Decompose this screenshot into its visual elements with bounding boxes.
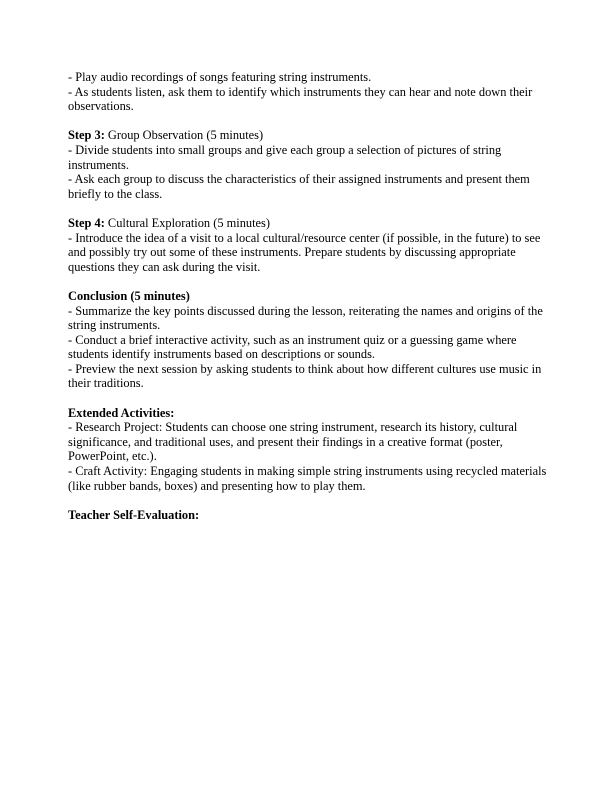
document-section (68, 70, 548, 114)
text-line: (like rubber bands, boxes) and presenting how to play them. (68, 478, 366, 493)
text-line: - Craft Activity: Engaging students in making simple string instruments using recycled materials (68, 464, 547, 479)
text-line: their traditions. (68, 376, 144, 391)
section-heading-bold-text: Step 4: (68, 215, 105, 230)
section-heading-bold-text: Teacher Self-Evaluation: (68, 507, 200, 522)
document-section (68, 289, 548, 391)
text-line: - Divide students into small groups and give each group a selection of pictures of string (68, 142, 502, 157)
text-line: - Conduct a brief interactive activity, such as an instrument quiz or a guessing game where (68, 332, 517, 347)
section-heading-bold-text: Step 3: (68, 128, 105, 143)
text-line: significance, and traditional uses, and present their findings in a creative format (poster, (68, 434, 503, 449)
text-line: - Ask each group to discuss the characteristics of their assigned instruments and present them (68, 172, 530, 187)
section-heading (68, 406, 548, 421)
section-heading (68, 128, 548, 143)
text-line: PowerPoint, etc.). (68, 449, 157, 464)
section-heading (68, 508, 548, 523)
text-line: - As students listen, ask them to identify which instruments they can hear and note down their (68, 84, 533, 99)
section-heading (68, 216, 548, 231)
text-line: - Play audio recordings of songs featuring string instruments. (68, 70, 372, 84)
text-line: string instruments. (68, 318, 161, 333)
text-line: and possibly try out some of these instruments. Prepare students by discussing appropriate (68, 245, 516, 260)
text-line: - Preview the next session by asking students to think about how different cultures use music in (68, 361, 542, 376)
text-line: instruments. (68, 157, 129, 172)
section-heading-rest-text: Group Observation (5 minutes) (104, 128, 264, 143)
section-heading-bold-text: Extended Activities: (68, 405, 175, 420)
text-line: - Introduce the idea of a visit to a local cultural/resource center (if possible, in the future) to see (68, 230, 541, 245)
document-section (68, 128, 548, 201)
text-line: briefly to the class. (68, 186, 163, 201)
document-section (68, 216, 548, 274)
text-line: questions they can ask during the visit. (68, 259, 261, 274)
section-heading-bold-text: Conclusion (5 minutes) (68, 288, 190, 303)
section-heading (68, 289, 548, 304)
section-heading-rest-text: Cultural Exploration (5 minutes) (104, 215, 271, 230)
document-section (68, 406, 548, 494)
text-line: - Research Project: Students can choose one string instrument, research its history, cultural (68, 420, 518, 435)
document-section (68, 508, 548, 523)
text-line: observations. (68, 99, 134, 114)
document-content (68, 70, 548, 522)
text-line: - Summarize the key points discussed during the lesson, reiterating the names and origins of the (68, 303, 543, 318)
text-line: students identify instruments based on descriptions or sounds. (68, 347, 375, 362)
